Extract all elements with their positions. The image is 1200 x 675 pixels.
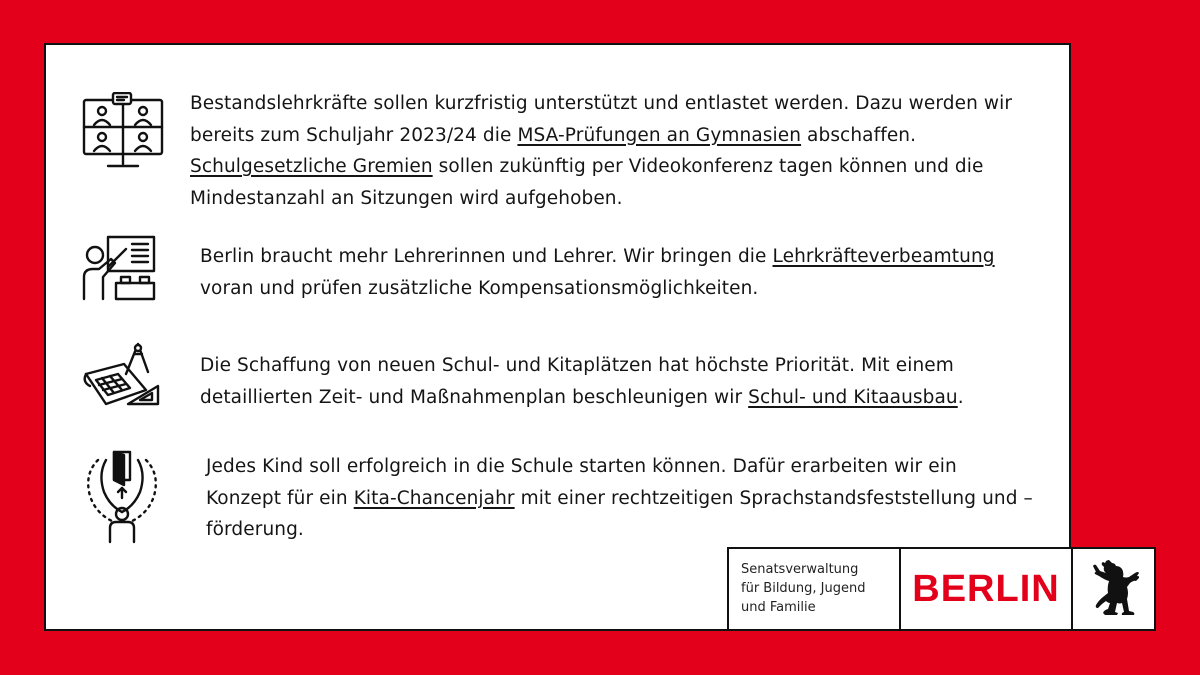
text-segment: Bestandslehrkräfte sollen kurzfristig unterstützt und entlastet werden. Dazu werden wir — [190, 93, 1013, 114]
text-line — [200, 382, 964, 414]
text-line — [200, 241, 995, 273]
text-segment: Konzept für ein — [206, 487, 354, 509]
item-1-text — [190, 88, 1012, 214]
text-line — [200, 350, 964, 382]
text-segment: mit einer rechtzeitigen Sprachstandsfeststellung und – — [514, 487, 1033, 509]
text-segment: voran und prüfen zusätzliche Kompensationsmöglichkeiten. — [200, 277, 759, 299]
item-2-text — [200, 241, 995, 304]
text-line — [190, 183, 1012, 215]
text-line — [206, 514, 1033, 546]
teacher-board-icon — [82, 235, 158, 301]
text-line — [190, 151, 1012, 183]
inline-link[interactable]: Lehrkräfteverbeamtung — [772, 246, 995, 267]
text-segment: Die Schaffung von neuen Schul- und Kitaplätzen hat höchste Priorität. Mit einem — [200, 355, 954, 376]
inline-link[interactable]: MSA-Prüfungen an Gymnasien — [517, 124, 802, 146]
department-line-1: Senatsverwaltung — [741, 562, 859, 577]
video-conference-icon — [82, 92, 166, 172]
construction-plan-icon — [82, 342, 162, 412]
berlin-wordmark: BERLIN — [901, 549, 1073, 629]
berlin-bear-icon — [1073, 549, 1154, 629]
inline-link[interactable]: Schulgesetzliche Gremien — [190, 156, 433, 177]
text-line — [206, 483, 1033, 515]
text-line — [190, 120, 1012, 152]
inline-link[interactable]: Schul- und Kitaausbau — [748, 386, 958, 408]
child-door-icon — [80, 448, 164, 546]
department-line-2: für Bildung, Jugend — [741, 581, 866, 596]
footer-logo — [727, 547, 1156, 631]
text-segment: Berlin braucht mehr Lehrerinnen und Lehrer. Wir bringen die — [200, 246, 773, 267]
text-segment: förderung. — [206, 519, 304, 540]
inline-link[interactable]: Kita-Chancenjahr — [353, 487, 515, 509]
item-3-text — [200, 350, 964, 413]
item-4-text — [206, 451, 1033, 546]
text-line — [200, 273, 995, 305]
text-segment: Mindestanzahl an Sitzungen wird aufgehoben. — [190, 187, 623, 209]
department-name — [729, 549, 901, 629]
text-segment: Jedes Kind soll erfolgreich in die Schule starten können. Dafür erarbeiten wir ein — [206, 456, 957, 477]
text-segment: detaillierten Zeit- und Maßnahmenplan beschleunigen wir — [200, 386, 749, 408]
department-line-3: und Familie — [741, 600, 816, 615]
text-line — [206, 451, 1033, 483]
text-line — [190, 88, 1012, 120]
text-segment: . — [957, 386, 964, 408]
text-segment: bereits zum Schuljahr 2023/24 die — [190, 124, 518, 146]
text-segment: abschaffen. — [801, 124, 917, 146]
text-segment: sollen zukünftig per Videokonferenz tagen können und die — [432, 156, 984, 177]
